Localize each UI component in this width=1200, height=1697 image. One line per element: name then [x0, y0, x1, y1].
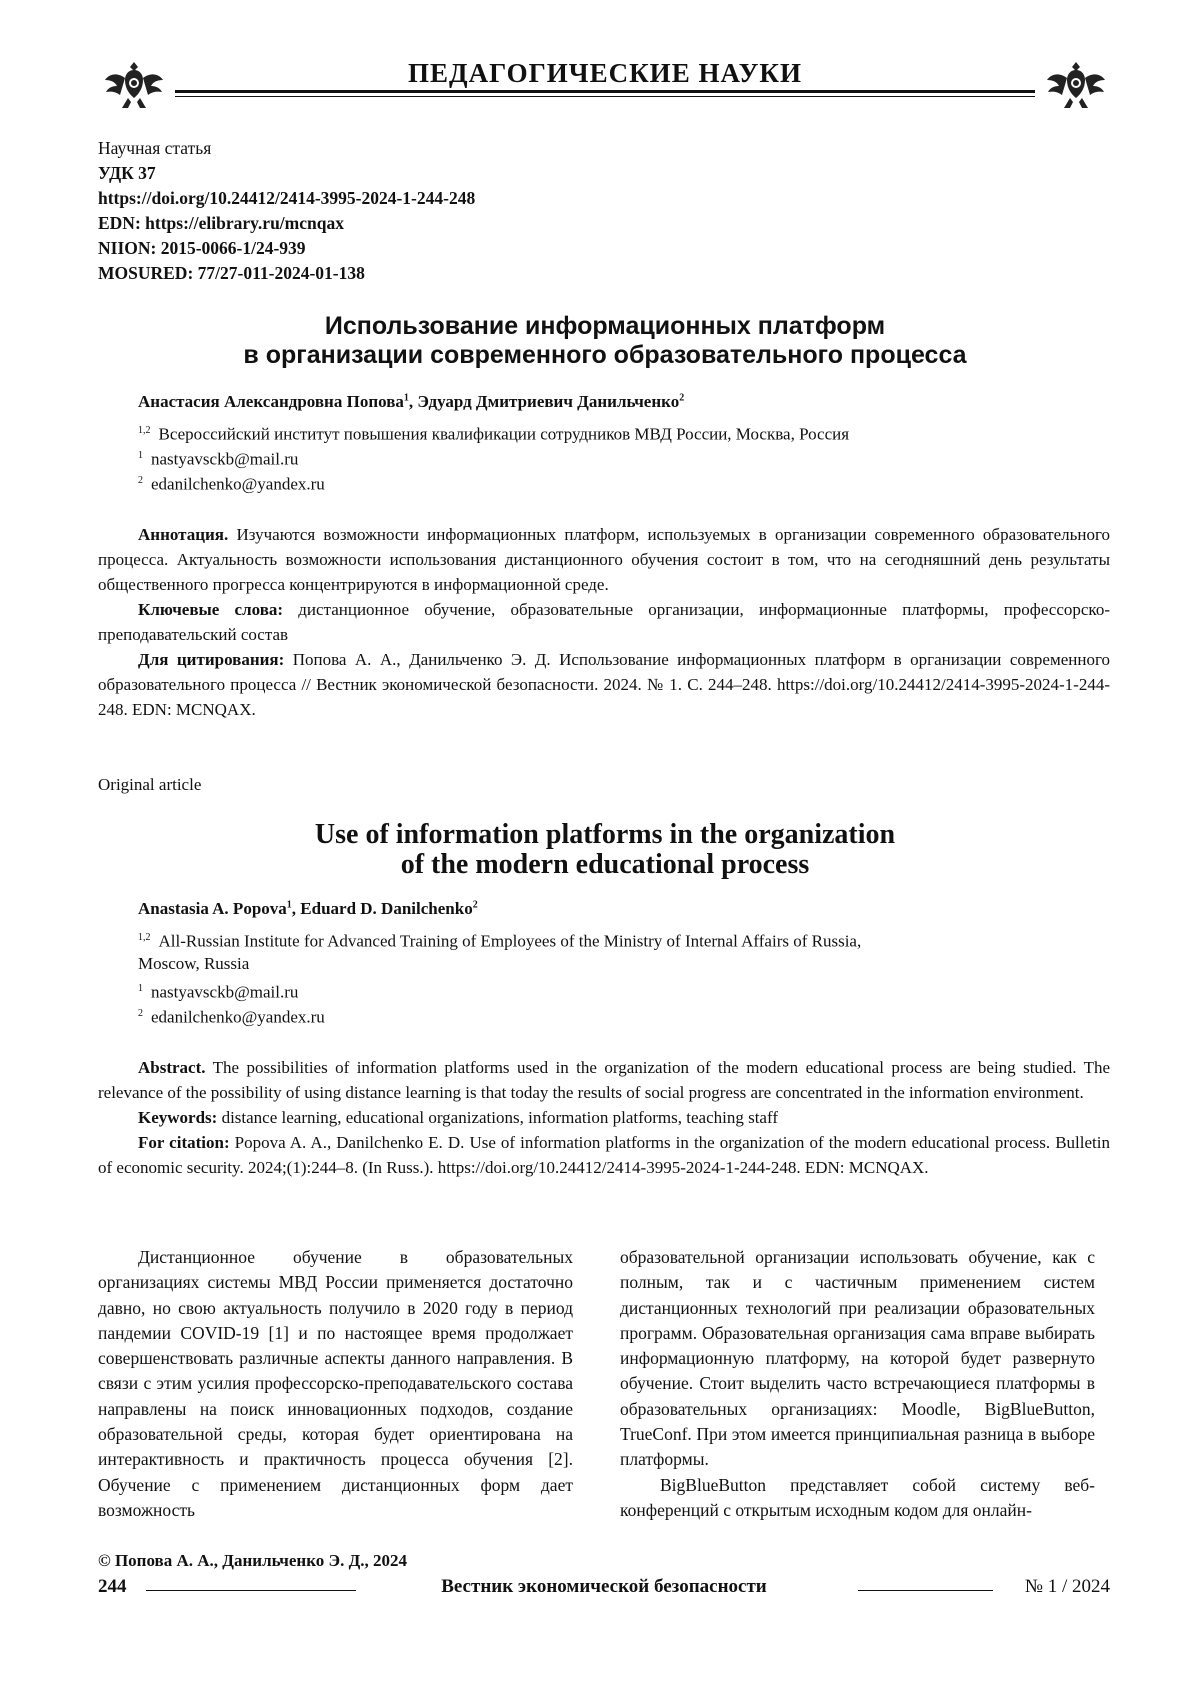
keywords-ru: Ключевые слова: дистанционное обучение, образовательные организации, информационные платформы, профессорско-преподавательский состав: [98, 600, 1110, 644]
article-title-ru: [100, 312, 1110, 370]
affiliation-en: $^{1,2}$ All-Russian Institute for Advanced Training of Employees of the Ministry of Internal Affairs of Russia,: [138, 931, 862, 951]
body-paragraph: Дистанционное обучение в образовательных организациях системы МВД России применяется достаточно давно, но свою актуальность получило в 2020 году в период пандемии COVID-19 [1] и по настоящее время продолжает совершенствовать различные аспекты данного направления. В связи с этим усилия профессорско-преподавательского состава направлены на поиск инновационных подходов, создание образовательной среды, которая будет ориентирована на интерактивность и практичность процесса обучения [2]. Обучение с применением дистанционных форм дает возможность: [98, 1247, 573, 1520]
keywords-en: Keywords: distance learning, educational organizations, information platforms, teaching staff: [138, 1108, 778, 1127]
affiliation-en-line2: Moscow, Russia: [138, 954, 250, 973]
section-title: ПЕДАГОГИЧЕСКИЕ НАУКИ: [408, 58, 802, 88]
title-ru-line2: в организации современного образовательного процесса: [243, 341, 967, 369]
email-link[interactable]: nastyavsckb@mail.ru: [151, 449, 299, 469]
article-type-en: Original article: [98, 775, 202, 794]
body-paragraph: образовательной организации использовать обучение, как с полным, так и с частичным применением систем дистанционных технологий при реализации образовательных программ. Образовательная организация сама вправе выбирать информационную платформу, на которой будет развернуто обучение. Стоит выделить часто встречающиеся платформы в образовательных организациях: Moodle, BigBlueButton, TrueConf. При этом имеется принципиальная разница в выборе платформы.: [620, 1247, 1095, 1470]
issue-number: № 1 / 2024: [1024, 1576, 1110, 1597]
mosured: MOSURED: 77/27-011-2024-01-138: [98, 263, 365, 283]
abstract: Abstract. The possibilities of information platforms used in the organization of the modern educational process are being studied. The relevance of the possibility of using distance learning is that today the results of social progress are concentrated in the information environment.: [98, 1058, 1110, 1102]
abstract-ru: [98, 522, 1110, 722]
footer-rule-right: [858, 1590, 993, 1591]
email-link[interactable]: edanilchenko@yandex.ru: [151, 1007, 325, 1027]
niion: NIION: 2015-0066-1/24-939: [98, 238, 306, 258]
authors-ru: Анастасия Александровна Попова$^1$, Эдуард Дмитриевич Данильченко$^2$: [138, 392, 685, 411]
annotation: Аннотация. Изучаются возможности информационных платформ, используемых в организации современного образовательного процесса. Актуальность возможности использования дистанционного обучения состоит в том, что на сегодняшний день результаты общественного прогресса концентрируются в информационной среде.: [98, 525, 1110, 594]
email-1-ru: $^1$ nastyavsckb@mail.ru: [138, 449, 299, 469]
body-column-right: [620, 1245, 1095, 1523]
edn-link[interactable]: EDN: https://elibrary.ru/mcnqax: [98, 213, 344, 233]
header-rule-thick: [175, 90, 1035, 93]
email-link[interactable]: edanilchenko@yandex.ru: [151, 474, 325, 494]
title-en-line1: Use of information platforms in the organization: [314, 819, 896, 850]
doi-link[interactable]: https://doi.org/10.24412/2414-3995-2024-1-244-248: [98, 188, 476, 208]
header-rule-thin: [175, 96, 1035, 97]
title-ru-line1: Использование информационных платформ: [324, 312, 886, 340]
section-header: [100, 50, 1110, 110]
page-number: 244: [98, 1576, 127, 1597]
article-type: Научная статья: [98, 138, 212, 158]
affiliation-ru: $^{1,2}$ Всероссийский институт повышения квалификации сотрудников МВД России, Москва, Россия: [138, 424, 850, 444]
article-meta: [98, 136, 475, 286]
citation-ru: Для цитирования: Попова А. А., Данильченко Э. Д. Использование информационных платформ в организации современного образовательного процесса // Вестник экономической безопасности. 2024. № 1. С. 244–248. https://doi.org/10.24412/2414-3995-2024-1-244-248. EDN: MCNQAX.: [98, 650, 1110, 719]
body-paragraph: BigBlueButton представляет собой систему веб-конференций с открытым исходным кодом для онлайн-: [620, 1474, 1095, 1520]
email-1-en: $^1$ nastyavsckb@mail.ru: [138, 982, 299, 1002]
page-footer: [98, 1576, 1110, 1606]
author-2: Эдуард Дмитриевич Данильченко: [417, 392, 680, 411]
email-link[interactable]: nastyavsckb@mail.ru: [151, 982, 299, 1002]
udk: УДК 37: [98, 163, 156, 183]
author-1: Anastasia A. Popova: [138, 899, 287, 918]
abstract-en: [98, 1055, 1110, 1180]
eagle-emblem-icon: [1044, 56, 1108, 112]
email-2-en: $^2$ edanilchenko@yandex.ru: [138, 1007, 325, 1027]
author-1: Анастасия Александровна Попова: [138, 392, 404, 411]
title-en-line2: of the modern educational process: [400, 849, 810, 880]
citation-en: For citation: Popova A. A., Danilchenko E. D. Use of information platforms in the organization of the modern educational process. Bulletin of economic security. 2024;(1):244–8. (In Russ.). https://doi.org/10.24412/2414-3995-2024-1-244-248. EDN: MCNQAX.: [98, 1133, 1110, 1177]
authors-en: Anastasia A. Popova$^1$, Eduard D. Danilchenko$^2$: [138, 899, 478, 918]
author-2: Eduard D. Danilchenko: [300, 899, 473, 918]
body-column-left: [98, 1245, 573, 1523]
journal-name: Вестник экономической безопасности: [441, 1576, 767, 1597]
copyright: © Попова А. А., Данильченко Э. Д., 2024: [98, 1551, 408, 1570]
email-2-ru: $^2$ edanilchenko@yandex.ru: [138, 474, 325, 494]
article-title-en: [100, 820, 1110, 880]
